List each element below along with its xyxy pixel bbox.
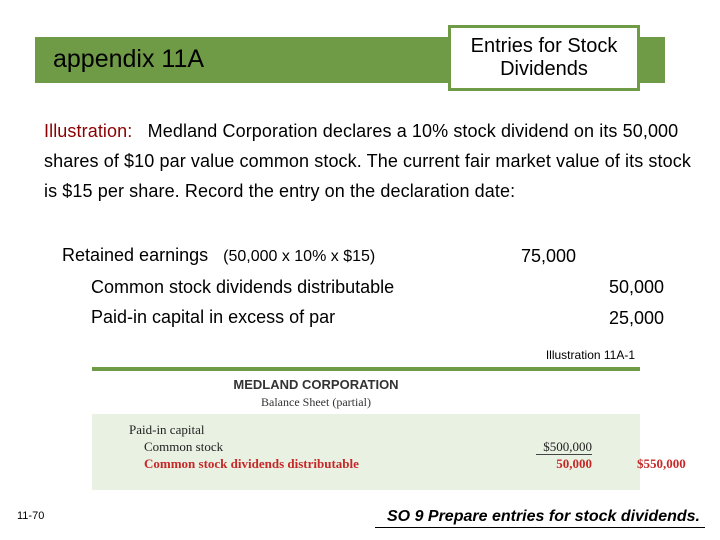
row2-label: Common stock dividends distributable <box>144 456 359 471</box>
topic-line-1: Entries for Stock <box>470 35 618 57</box>
credit1-account: Common stock dividends distributable <box>91 277 395 297</box>
credit1-amount: 50,000 <box>608 277 664 297</box>
debit-amount: 75,000 <box>520 246 576 266</box>
balance-sheet-header <box>92 367 640 414</box>
credit2-account: Paid-in capital in excess of par <box>91 307 336 327</box>
balance-sheet-figure <box>92 367 686 490</box>
credit2-amount: 25,000 <box>608 308 664 328</box>
total-value: $550,000 <box>637 456 686 471</box>
illustration-text: Medland Corporation declares a 10% stock dividend on its 50,000 shares of $10 par value common stock. The current fair market value of its stock is $15 per share. Record the entry on the declaration date: <box>44 121 691 201</box>
row1-value: $500,000 <box>543 439 592 454</box>
debit-calculation: (50,000 x 10% x $15) <box>223 248 376 265</box>
study-objective: SO 9 Prepare entries for stock dividends. <box>387 508 700 525</box>
slide-number: 11-70 <box>17 510 45 522</box>
subtotal-rule <box>536 454 592 455</box>
topic-line-2: Dividends <box>500 58 588 80</box>
company-name: MEDLAND CORPORATION <box>233 377 399 392</box>
row2-value: 50,000 <box>556 456 592 471</box>
figure-label: Illustration 11A-1 <box>545 348 635 362</box>
journal-debit-line <box>62 245 375 266</box>
illustration-paragraph <box>44 116 704 206</box>
debit-account: Retained earnings <box>62 245 209 265</box>
objective-underline <box>375 527 705 528</box>
illustration-label: Illustration: <box>44 121 133 141</box>
section-heading: Paid-in capital <box>129 422 205 437</box>
chapter-title: appendix 11A <box>53 45 205 73</box>
row1-label: Common stock <box>144 439 224 454</box>
statement-subtitle: Balance Sheet (partial) <box>261 395 371 409</box>
topic-box <box>448 25 640 91</box>
